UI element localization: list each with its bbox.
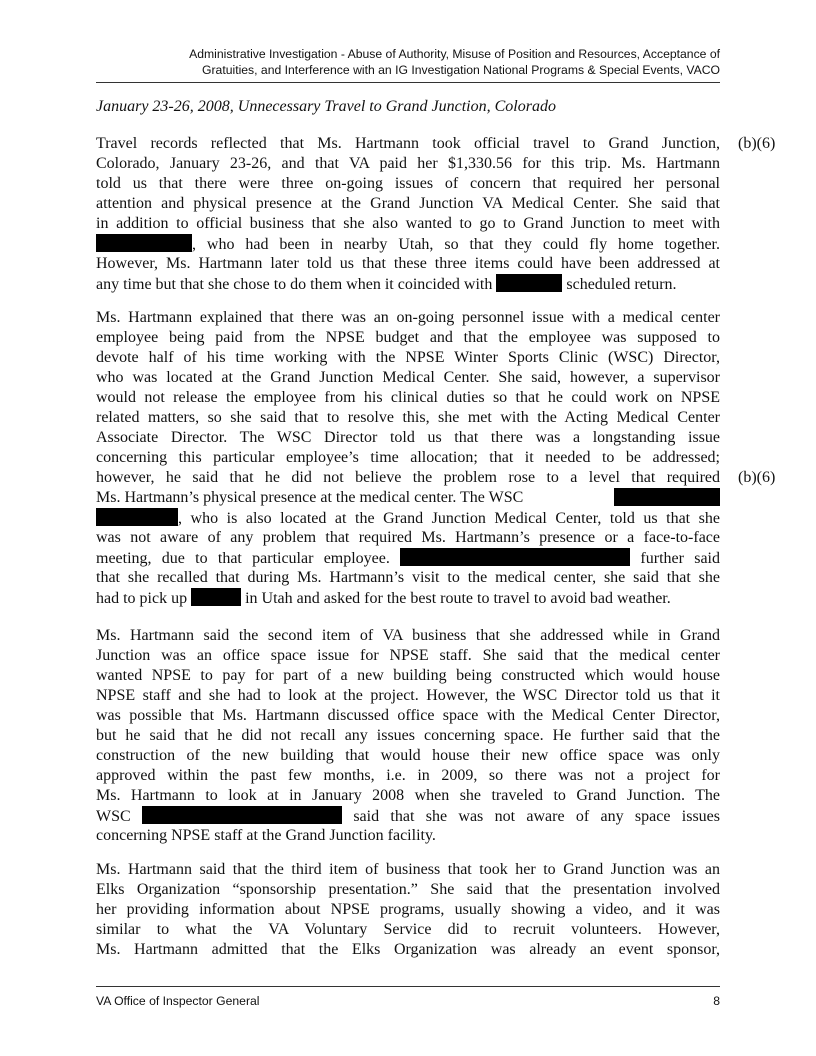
text-line: Colorado, January 23-26, and that VA paid her $1,330.56 for this trip. Ms. Hartmann — [96, 155, 720, 172]
text-line: devote half of his time working with the NPSE Winter Sports Clinic (WSC) Director, — [96, 349, 720, 366]
text-line: employee being paid from the NPSE budget and that the employee was supposed to — [96, 329, 720, 346]
text-line: concerning this particular employee’s time allocation; that it needed to be addressed; — [96, 449, 720, 466]
paragraph-office-space — [96, 626, 720, 846]
text-line: concerning NPSE staff at the Grand Junction facility. — [96, 827, 436, 844]
redaction-block — [614, 488, 720, 506]
text-line: similar to what the VA Voluntary Service did to recruit volunteers. However, — [96, 921, 720, 938]
text-line: wanted NPSE to pay for part of a new building being constructed which would house — [96, 667, 720, 684]
redaction-block — [96, 234, 192, 252]
text-segment: scheduled return. — [566, 276, 677, 293]
text-line: told us that there were three on-going issues of concern that required her personal — [96, 175, 720, 192]
text-line: Ms. Hartmann said that the third item of business that took her to Grand Junction was an — [96, 861, 720, 878]
text-segment: said that she was not aware of any space issues — [353, 808, 721, 825]
footer-organization: VA Office of Inspector General — [96, 994, 260, 1008]
text-segment: meeting, due to that particular employee. — [96, 550, 390, 567]
text-line: who was located at the Grand Junction Medical Center. She said, however, a supervisor — [96, 369, 720, 386]
text-line: attention and physical presence at the Grand Junction VA Medical Center. She said that — [96, 195, 720, 212]
text-line: Ms. Hartmann admitted that the Elks Organization was already an event sponsor, — [96, 941, 720, 958]
text-segment: , who had been in nearby Utah, so that they could fly home together. — [192, 236, 720, 253]
header-rule — [96, 82, 720, 83]
text-line — [96, 234, 720, 254]
text-segment: Ms. Hartmann’s physical presence at the medical center. The WSC — [96, 489, 524, 506]
text-line: Associate Director. The WSC Director told us that there was a longstanding issue — [96, 429, 720, 446]
text-segment: in Utah and asked for the best route to travel to avoid bad weather. — [245, 590, 671, 607]
text-line: Junction was an office space issue for NPSE staff. She said that the medical center — [96, 647, 720, 664]
text-line: but he said that he did not recall any issues concerning space. He further said that the — [96, 727, 720, 744]
text-segment: any time but that she chose to do them when it coincided with — [96, 276, 493, 293]
text-line: NPSE staff and she had to look at the project. However, the WSC Director told us that it — [96, 687, 720, 704]
text-line — [96, 508, 720, 528]
text-line: Ms. Hartmann said the second item of VA business that she addressed while in Grand — [96, 627, 720, 644]
text-segment: had to pick up — [96, 590, 188, 607]
text-line: Elks Organization “sponsorship presentation.” She said that the presentation involved — [96, 881, 720, 898]
paragraph-personnel-issue — [96, 308, 720, 608]
text-line: However, Ms. Hartmann later told us that these three items could have been addressed at — [96, 255, 720, 272]
text-segment: , who is also located at the Grand Junction Medical Center, told us that she — [178, 510, 720, 527]
running-header — [96, 46, 720, 78]
text-segment: WSC — [96, 808, 131, 825]
redaction-block — [96, 508, 178, 526]
paragraph-elks-presentation — [96, 860, 720, 960]
redaction-block — [400, 548, 630, 566]
text-line — [96, 274, 720, 294]
text-line — [96, 488, 720, 508]
footer-rule — [96, 986, 720, 987]
text-line: construction of the new building that would house their new office space was only — [96, 747, 720, 764]
text-line: Ms. Hartmann explained that there was an on-going personnel issue with a medical center — [96, 309, 720, 326]
text-line: Ms. Hartmann to look at in January 2008 when she traveled to Grand Junction. The — [96, 787, 720, 804]
text-segment: further said — [640, 550, 720, 567]
redaction-block — [496, 274, 562, 292]
header-line-2: Gratuities, and Interference with an IG Investigation National Programs & Special Events, VACO — [202, 63, 720, 77]
text-line: Travel records reflected that Ms. Hartmann took official travel to Grand Junction, — [96, 135, 720, 152]
text-line — [96, 806, 720, 826]
section-title: January 23-26, 2008, Unnecessary Travel to Grand Junction, Colorado — [96, 98, 556, 115]
exemption-note: (b)(6) — [738, 135, 776, 152]
paragraph-travel-records — [96, 134, 720, 294]
text-line: would not release the employee from his clinical duties so that he could work on NPSE — [96, 389, 720, 406]
redaction-block — [142, 806, 342, 824]
text-line: her providing information about NPSE programs, usually showing a video, and it was — [96, 901, 720, 918]
page-number: 8 — [713, 994, 720, 1008]
text-line: that she recalled that during Ms. Hartmann’s visit to the medical center, she said that she — [96, 569, 720, 586]
exemption-note: (b)(6) — [738, 469, 776, 486]
text-line — [96, 548, 720, 568]
header-line-1: Administrative Investigation - Abuse of Authority, Misuse of Position and Resources, Acceptance of — [189, 47, 720, 61]
text-line: was not aware of any problem that required Ms. Hartmann’s presence or a face-to-face — [96, 529, 720, 546]
text-line: however, he said that he did not believe the problem rose to a level that required — [96, 469, 720, 486]
text-line — [96, 588, 720, 608]
text-line: related matters, so she said that to resolve this, she met with the Acting Medical Center — [96, 409, 720, 426]
text-line: in addition to official business that she also wanted to go to Grand Junction to meet with — [96, 215, 720, 232]
text-line: approved within the past few months, i.e. in 2009, so there was not a project for — [96, 767, 720, 784]
redaction-block — [191, 588, 241, 606]
text-line: was possible that Ms. Hartmann discussed office space with the Medical Center Director, — [96, 707, 720, 724]
